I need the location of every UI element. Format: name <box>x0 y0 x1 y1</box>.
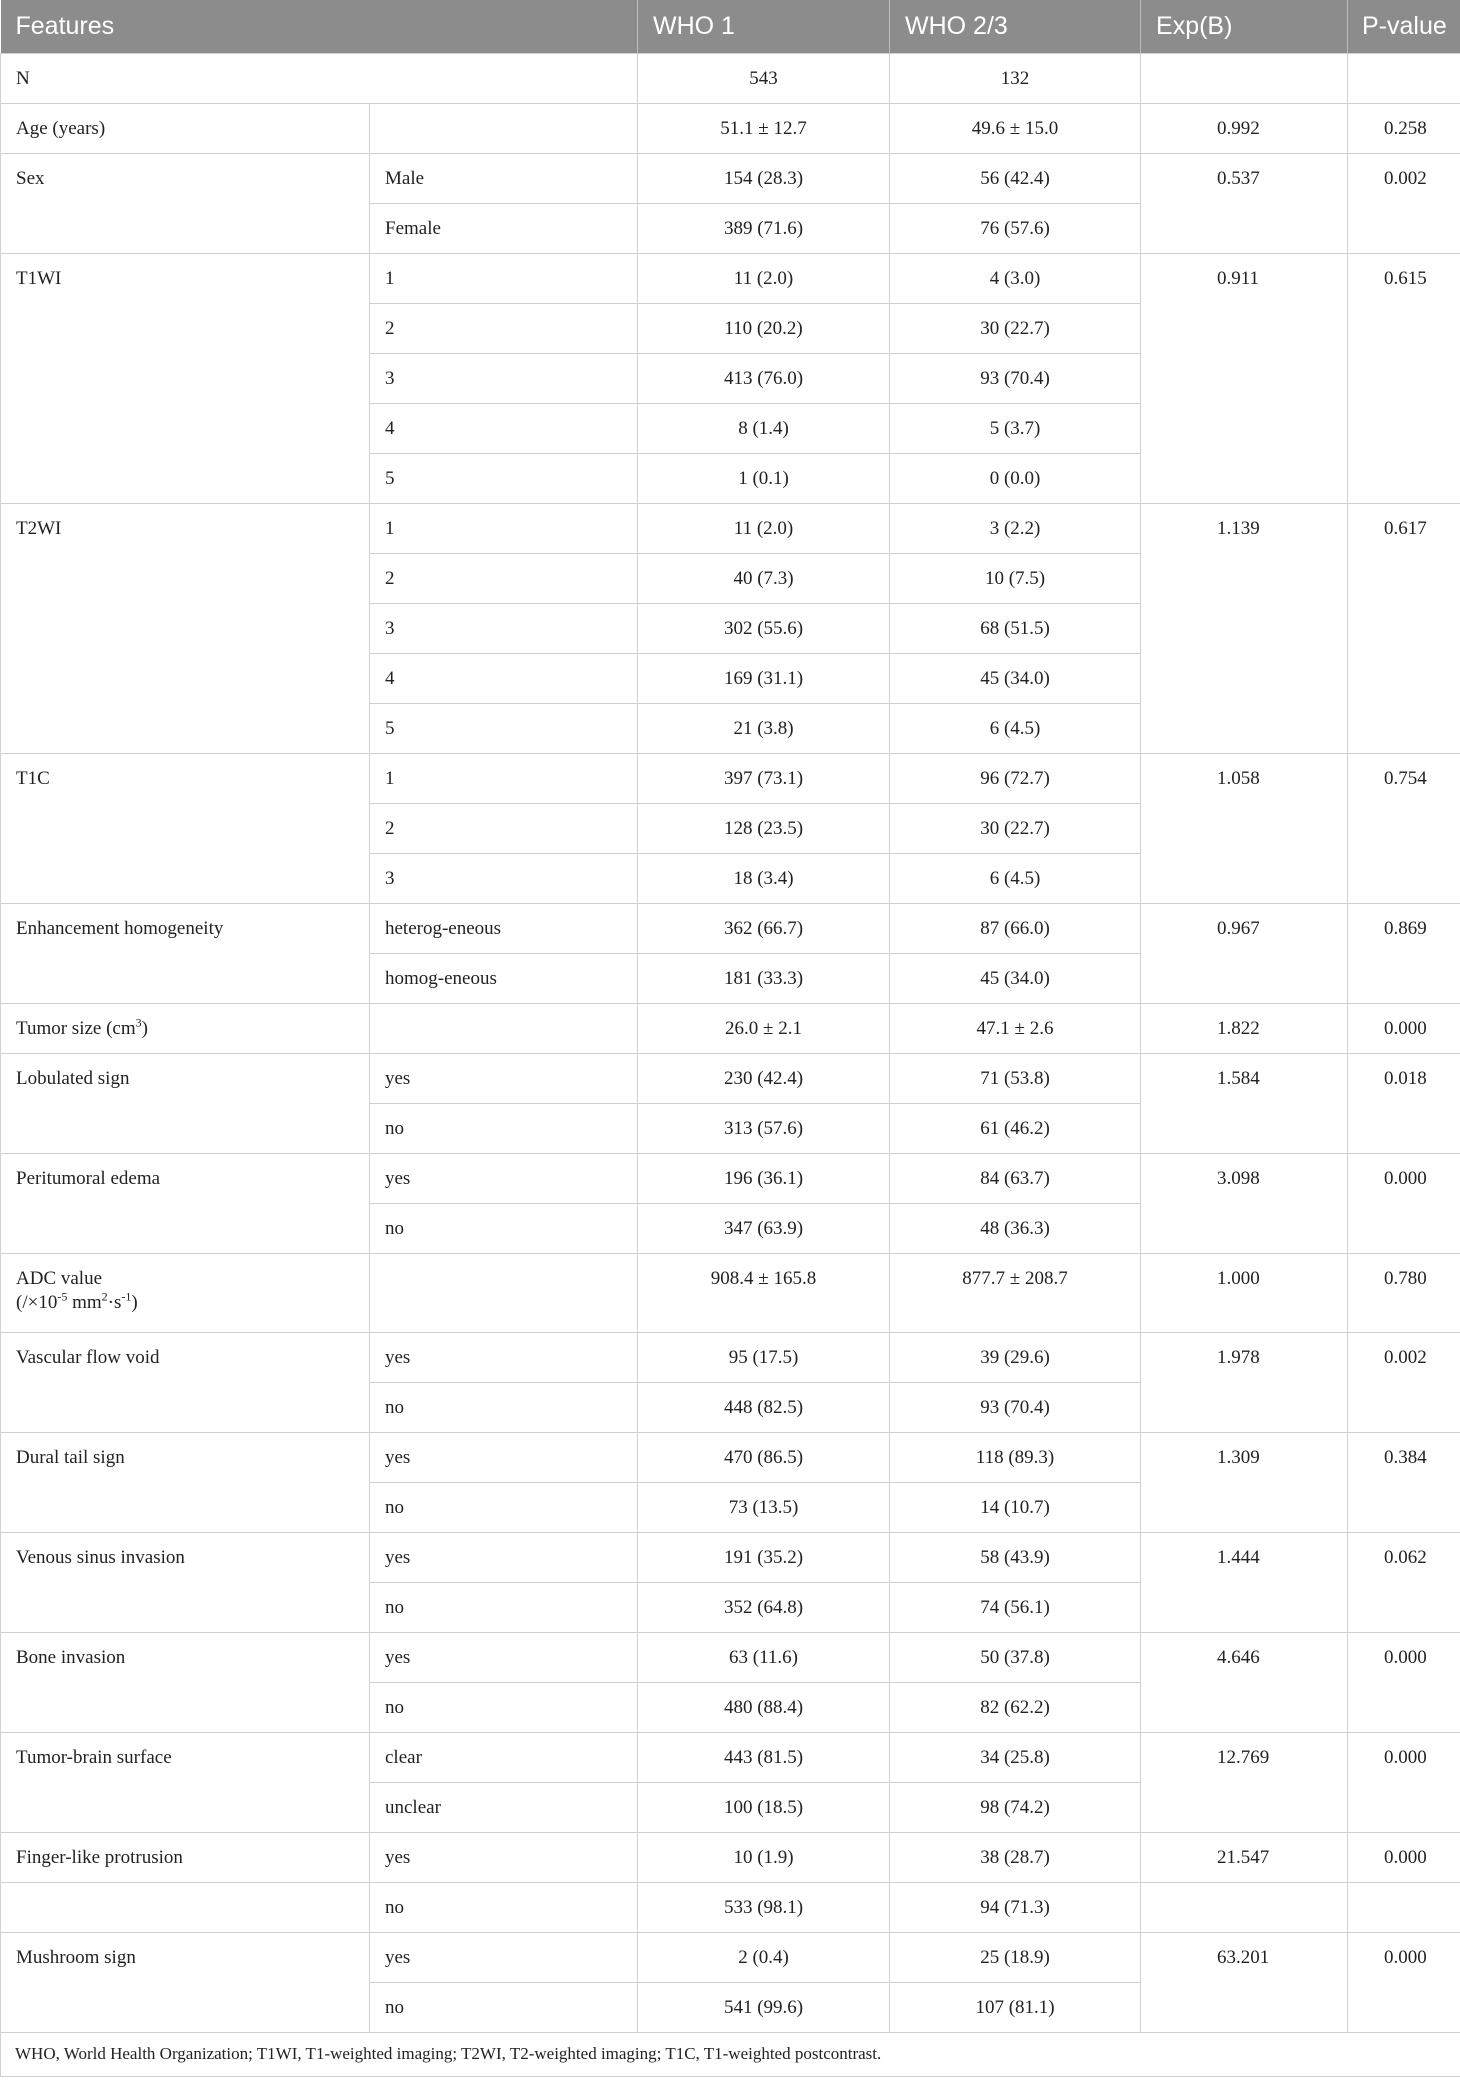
table-row <box>1 903 1460 953</box>
sub-label: 5 <box>370 453 638 503</box>
table-row-adc <box>1 1253 1460 1332</box>
header-who1: WHO 1 <box>638 0 890 53</box>
header-row <box>1 0 1460 53</box>
expb-value: 0.992 <box>1141 103 1348 153</box>
who1-value: 63 (11.6) <box>638 1632 890 1682</box>
table-row-tumor-size <box>1 1003 1460 1053</box>
who23-value: 118 (89.3) <box>890 1432 1141 1482</box>
who1-value: 533 (98.1) <box>638 1882 890 1932</box>
pvalue-value: 0.869 <box>1348 903 1460 1003</box>
who23-value: 45 (34.0) <box>890 953 1141 1003</box>
pvalue-value: 0.754 <box>1348 753 1460 903</box>
who1-value: 389 (71.6) <box>638 203 890 253</box>
pvalue-value: 0.000 <box>1348 1632 1460 1732</box>
sub-label: unclear <box>370 1782 638 1832</box>
who23-value: 34 (25.8) <box>890 1732 1141 1782</box>
pvalue-value: 0.000 <box>1348 1003 1460 1053</box>
header-pvalue: P-value <box>1348 0 1460 53</box>
sub-label: yes <box>370 1432 638 1482</box>
pvalue-value: 0.018 <box>1348 1053 1460 1153</box>
who23-value: 87 (66.0) <box>890 903 1141 953</box>
who23-value: 61 (46.2) <box>890 1103 1141 1153</box>
sub-label: no <box>370 1882 638 1932</box>
row-label: T1WI <box>1 253 370 503</box>
who1-value: 2 (0.4) <box>638 1932 890 1982</box>
pvalue-value: 0.258 <box>1348 103 1460 153</box>
row-label <box>1 1253 370 1332</box>
pvalue-value <box>1348 53 1460 103</box>
sub-label: 4 <box>370 653 638 703</box>
who1-value: 10 (1.9) <box>638 1832 890 1882</box>
adc-unit-sup1: -5 <box>57 1289 68 1304</box>
table-row <box>1 153 1460 203</box>
who1-value: 8 (1.4) <box>638 403 890 453</box>
who23-value: 68 (51.5) <box>890 603 1141 653</box>
who1-value: 448 (82.5) <box>638 1382 890 1432</box>
sub-label: no <box>370 1203 638 1253</box>
sub-label: 3 <box>370 603 638 653</box>
who23-value: 93 (70.4) <box>890 353 1141 403</box>
who1-value: 181 (33.3) <box>638 953 890 1003</box>
pvalue-value: 0.000 <box>1348 1732 1460 1832</box>
table-row <box>1 1932 1460 1982</box>
expb-value: 12.769 <box>1141 1732 1348 1832</box>
table-row <box>1 253 1460 303</box>
footnote-row <box>1 2032 1460 2076</box>
pvalue-value: 0.615 <box>1348 253 1460 503</box>
pvalue-value: 0.002 <box>1348 1332 1460 1432</box>
who1-value: 413 (76.0) <box>638 353 890 403</box>
header-features: Features <box>1 0 638 53</box>
table-row <box>1 753 1460 803</box>
pvalue-value: 0.000 <box>1348 1832 1460 1882</box>
sub-label: yes <box>370 1932 638 1982</box>
who1-value: 302 (55.6) <box>638 603 890 653</box>
expb-value: 1.000 <box>1141 1253 1348 1332</box>
who1-value: 21 (3.8) <box>638 703 890 753</box>
sub-label: yes <box>370 1332 638 1382</box>
sub-label: no <box>370 1103 638 1153</box>
sub-label: yes <box>370 1532 638 1582</box>
expb-value: 0.967 <box>1141 903 1348 1003</box>
table-row <box>1 1832 1460 1882</box>
adc-unit-sup3: -1 <box>121 1289 132 1304</box>
sub-label: 2 <box>370 803 638 853</box>
expb-value: 1.584 <box>1141 1053 1348 1153</box>
row-label: Finger-like protrusion <box>1 1832 370 1882</box>
expb-value: 1.309 <box>1141 1432 1348 1532</box>
who1-value: 11 (2.0) <box>638 503 890 553</box>
who23-value: 30 (22.7) <box>890 303 1141 353</box>
sub-label: 1 <box>370 253 638 303</box>
row-label <box>1 1882 370 1932</box>
sub-label: 3 <box>370 853 638 903</box>
who1-value: 1 (0.1) <box>638 453 890 503</box>
pvalue-value: 0.062 <box>1348 1532 1460 1632</box>
table-row <box>1 1332 1460 1382</box>
who23-value: 96 (72.7) <box>890 753 1141 803</box>
who23-value: 14 (10.7) <box>890 1482 1141 1532</box>
who23-value: 4 (3.0) <box>890 253 1141 303</box>
who23-value: 877.7 ± 208.7 <box>890 1253 1141 1332</box>
expb-value: 1.139 <box>1141 503 1348 753</box>
who1-value: 908.4 ± 165.8 <box>638 1253 890 1332</box>
who23-value: 47.1 ± 2.6 <box>890 1003 1141 1053</box>
who23-value: 5 (3.7) <box>890 403 1141 453</box>
sub-label: no <box>370 1682 638 1732</box>
who23-value: 74 (56.1) <box>890 1582 1141 1632</box>
who1-value: 11 (2.0) <box>638 253 890 303</box>
who1-value: 362 (66.7) <box>638 903 890 953</box>
sub-label: heterog-eneous <box>370 903 638 953</box>
who1-value: 40 (7.3) <box>638 553 890 603</box>
tumor-size-sup: 3 <box>135 1015 142 1030</box>
row-label: Peritumoral edema <box>1 1153 370 1253</box>
expb-value: 4.646 <box>1141 1632 1348 1732</box>
row-label: Tumor-brain surface <box>1 1732 370 1832</box>
who23-value: 132 <box>890 53 1141 103</box>
who1-value: 541 (99.6) <box>638 1982 890 2032</box>
who1-value: 18 (3.4) <box>638 853 890 903</box>
who23-value: 76 (57.6) <box>890 203 1141 253</box>
who1-value: 352 (64.8) <box>638 1582 890 1632</box>
expb-value: 63.201 <box>1141 1932 1348 2032</box>
expb-value: 1.822 <box>1141 1003 1348 1053</box>
pvalue-value: 0.617 <box>1348 503 1460 753</box>
adc-unit-d: ) <box>131 1291 138 1313</box>
sub-label: 5 <box>370 703 638 753</box>
who1-value: 543 <box>638 53 890 103</box>
expb-value: 21.547 <box>1141 1832 1348 1882</box>
who1-value: 128 (23.5) <box>638 803 890 853</box>
who1-value: 196 (36.1) <box>638 1153 890 1203</box>
sub-label <box>370 1003 638 1053</box>
sub-label: no <box>370 1482 638 1532</box>
expb-value <box>1141 53 1348 103</box>
sub-label: Female <box>370 203 638 253</box>
who23-value: 94 (71.3) <box>890 1882 1141 1932</box>
who23-value: 71 (53.8) <box>890 1053 1141 1103</box>
expb-value <box>1141 1882 1348 1932</box>
table-row-age <box>1 103 1460 153</box>
who1-value: 154 (28.3) <box>638 153 890 203</box>
expb-value: 3.098 <box>1141 1153 1348 1253</box>
sub-label: no <box>370 1582 638 1632</box>
row-label: Sex <box>1 153 370 253</box>
row-label: Mushroom sign <box>1 1932 370 2032</box>
sub-label: no <box>370 1982 638 2032</box>
pvalue-value: 0.384 <box>1348 1432 1460 1532</box>
table-row <box>1 1432 1460 1482</box>
sub-label: 2 <box>370 303 638 353</box>
who23-value: 25 (18.9) <box>890 1932 1141 1982</box>
row-label: Enhancement homogeneity <box>1 903 370 1003</box>
row-label: Vascular flow void <box>1 1332 370 1432</box>
header-who23: WHO 2/3 <box>890 0 1141 53</box>
sub-label: yes <box>370 1632 638 1682</box>
who1-value: 73 (13.5) <box>638 1482 890 1532</box>
row-label: Venous sinus invasion <box>1 1532 370 1632</box>
table-row <box>1 1153 1460 1203</box>
sub-label: 1 <box>370 753 638 803</box>
who1-value: 100 (18.5) <box>638 1782 890 1832</box>
who1-value: 470 (86.5) <box>638 1432 890 1482</box>
row-label: Lobulated sign <box>1 1053 370 1153</box>
table-row-n <box>1 53 1460 103</box>
pvalue-value <box>1348 1882 1460 1932</box>
row-label: T1C <box>1 753 370 903</box>
who1-value: 110 (20.2) <box>638 303 890 353</box>
row-label: Age (years) <box>1 103 370 153</box>
who23-value: 56 (42.4) <box>890 153 1141 203</box>
adc-label-line1: ADC value <box>16 1267 103 1289</box>
who23-value: 93 (70.4) <box>890 1382 1141 1432</box>
who23-value: 0 (0.0) <box>890 453 1141 503</box>
who1-value: 26.0 ± 2.1 <box>638 1003 890 1053</box>
sub-label: clear <box>370 1732 638 1782</box>
who23-value: 39 (29.6) <box>890 1332 1141 1382</box>
sub-label <box>370 1253 638 1332</box>
who23-value: 58 (43.9) <box>890 1532 1141 1582</box>
pvalue-value: 0.000 <box>1348 1932 1460 2032</box>
table-row <box>1 1882 1460 1932</box>
who1-value: 313 (57.6) <box>638 1103 890 1153</box>
who23-value: 49.6 ± 15.0 <box>890 103 1141 153</box>
sub-label: 1 <box>370 503 638 553</box>
who1-value: 51.1 ± 12.7 <box>638 103 890 153</box>
table-row <box>1 1053 1460 1103</box>
who1-value: 347 (63.9) <box>638 1203 890 1253</box>
adc-unit-c: ·s <box>107 1291 122 1313</box>
who23-value: 45 (34.0) <box>890 653 1141 703</box>
sub-label: yes <box>370 1153 638 1203</box>
tumor-size-label: Tumor size (cm <box>16 1017 136 1039</box>
who23-value: 10 (7.5) <box>890 553 1141 603</box>
pvalue-value: 0.000 <box>1348 1153 1460 1253</box>
row-label: Bone invasion <box>1 1632 370 1732</box>
who23-value: 98 (74.2) <box>890 1782 1141 1832</box>
expb-value: 1.444 <box>1141 1532 1348 1632</box>
sub-label: homog-eneous <box>370 953 638 1003</box>
table-row <box>1 1532 1460 1582</box>
who1-value: 169 (31.1) <box>638 653 890 703</box>
table-row <box>1 1732 1460 1782</box>
adc-unit-sup2: 2 <box>101 1289 108 1304</box>
sub-label: 3 <box>370 353 638 403</box>
who1-value: 397 (73.1) <box>638 753 890 803</box>
adc-unit-b: mm <box>67 1291 102 1313</box>
who1-value: 191 (35.2) <box>638 1532 890 1582</box>
who1-value: 230 (42.4) <box>638 1053 890 1103</box>
sub-label: no <box>370 1382 638 1432</box>
expb-value: 0.537 <box>1141 153 1348 253</box>
pvalue-value: 0.780 <box>1348 1253 1460 1332</box>
who23-value: 48 (36.3) <box>890 1203 1141 1253</box>
header-expb: Exp(B) <box>1141 0 1348 53</box>
adc-label-line2 <box>16 1291 369 1315</box>
adc-unit-a: (/×10 <box>16 1291 58 1313</box>
expb-value: 1.978 <box>1141 1332 1348 1432</box>
who1-value: 95 (17.5) <box>638 1332 890 1382</box>
tumor-size-label-end: ) <box>141 1017 148 1039</box>
who1-value: 443 (81.5) <box>638 1732 890 1782</box>
who23-value: 50 (37.8) <box>890 1632 1141 1682</box>
who23-value: 6 (4.5) <box>890 853 1141 903</box>
row-label <box>1 1003 370 1053</box>
who23-value: 38 (28.7) <box>890 1832 1141 1882</box>
sub-label: Male <box>370 153 638 203</box>
table-row <box>1 503 1460 553</box>
who1-value: 480 (88.4) <box>638 1682 890 1732</box>
row-label: N <box>1 53 638 103</box>
who23-value: 6 (4.5) <box>890 703 1141 753</box>
who23-value: 107 (81.1) <box>890 1982 1141 2032</box>
who23-value: 82 (62.2) <box>890 1682 1141 1732</box>
sub-label <box>370 103 638 153</box>
sub-label: yes <box>370 1832 638 1882</box>
who23-value: 84 (63.7) <box>890 1153 1141 1203</box>
who23-value: 3 (2.2) <box>890 503 1141 553</box>
sub-label: 4 <box>370 403 638 453</box>
sub-label: yes <box>370 1053 638 1103</box>
expb-value: 0.911 <box>1141 253 1348 503</box>
table-row <box>1 1632 1460 1682</box>
row-label: Dural tail sign <box>1 1432 370 1532</box>
table-footnote: WHO, World Health Organization; T1WI, T1-weighted imaging; T2WI, T2-weighted imaging; T1C, T1-weighted postcontrast. <box>1 2032 1460 2076</box>
expb-value: 1.058 <box>1141 753 1348 903</box>
pvalue-value: 0.002 <box>1348 153 1460 253</box>
row-label: T2WI <box>1 503 370 753</box>
who23-value: 30 (22.7) <box>890 803 1141 853</box>
sub-label: 2 <box>370 553 638 603</box>
